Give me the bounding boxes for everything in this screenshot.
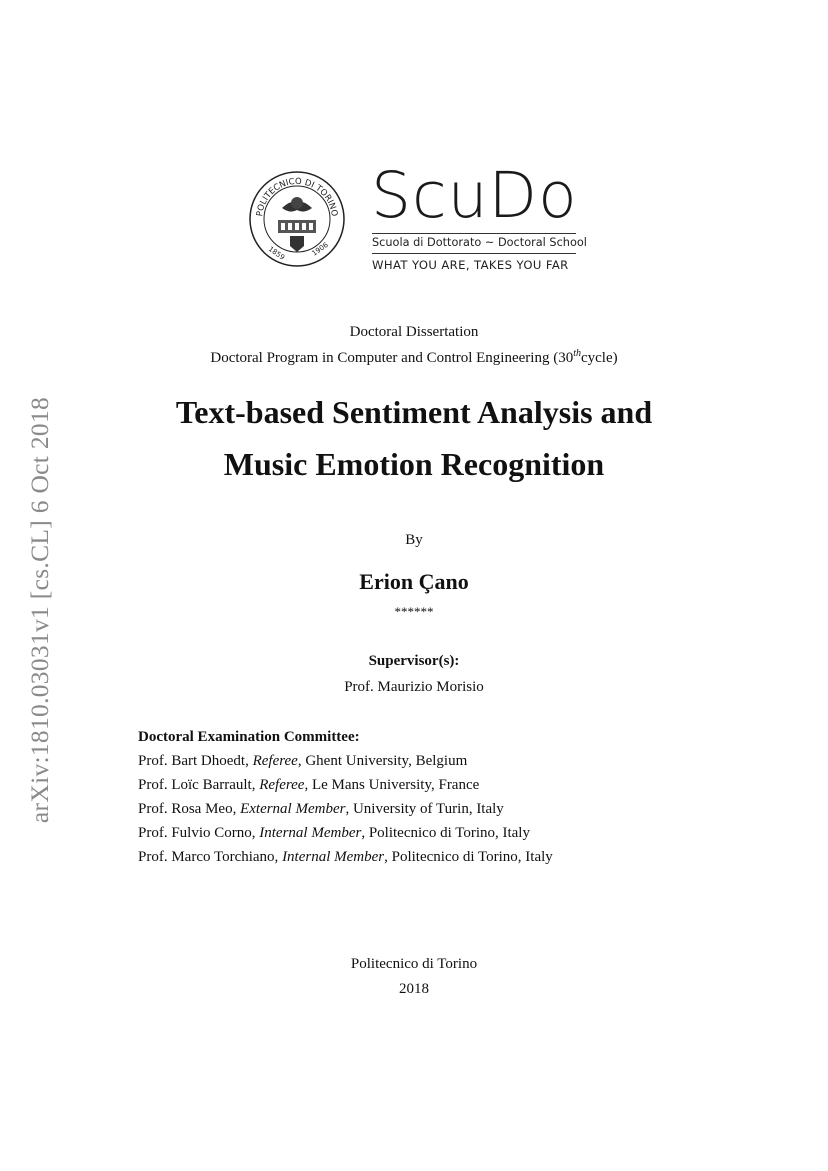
committee-heading: Doctoral Examination Committee:	[138, 729, 360, 745]
member-name: Prof. Marco Torchiano,	[138, 849, 283, 865]
member-name: Prof. Fulvio Corno,	[138, 825, 260, 841]
seal-year-left: 1859	[266, 245, 287, 262]
arxiv-id: arXiv:1810.03031v1 [cs.CL] 6 Oct 2018	[25, 396, 54, 824]
program-suffix: cycle)	[580, 350, 618, 366]
member-name: Prof. Rosa Meo,	[138, 801, 241, 817]
dissertation-type: Doctoral Dissertation	[349, 324, 479, 340]
committee-member	[138, 773, 553, 797]
member-role: Internal Member	[259, 825, 362, 841]
logo-divider-2	[372, 253, 576, 254]
member-affiliation: , Politecnico di Torino, Italy	[384, 849, 553, 865]
supervisor-name: Prof. Maurizio Morisio	[344, 679, 484, 695]
program-prefix: Doctoral Program in Computer and Control Engineering (30	[210, 350, 574, 366]
member-name: Prof. Bart Dhoedt,	[138, 753, 253, 769]
scudo-wordmark: ScuDo	[371, 159, 578, 232]
member-affiliation: , University of Turin, Italy	[345, 801, 504, 817]
member-affiliation: , Ghent University, Belgium	[297, 753, 468, 769]
separator-stars: ******	[394, 604, 434, 619]
member-name: Prof. Loïc Barrault,	[138, 777, 260, 793]
dissertation-title	[0, 386, 828, 490]
member-role: External Member	[240, 801, 346, 817]
member-affiliation: , Politecnico di Torino, Italy	[361, 825, 530, 841]
title-line-2: Music Emotion Recognition	[223, 446, 605, 482]
institution: Politecnico di Torino	[350, 956, 478, 972]
committee-member	[138, 821, 553, 845]
member-affiliation: , Le Mans University, France	[304, 777, 480, 793]
seal-year-right: 1906	[310, 240, 330, 258]
member-role: Referee	[252, 753, 298, 769]
committee-member	[138, 749, 553, 773]
program-line	[0, 348, 828, 367]
examination-committee	[138, 725, 553, 869]
seal-text: POLITECNICO DI TORINO	[255, 176, 339, 218]
member-role: Internal Member	[282, 849, 385, 865]
title-line-1: Text-based Sentiment Analysis and	[175, 394, 653, 430]
program-cycle-sup: th	[573, 348, 581, 359]
by-label: By	[405, 532, 423, 548]
scudo-tagline: WHAT YOU ARE, TAKES YOU FAR	[372, 258, 569, 272]
logo-divider	[372, 233, 576, 234]
year: 2018	[399, 981, 429, 997]
supervisor-label: Supervisor(s):	[368, 653, 460, 669]
member-role: Referee	[259, 777, 305, 793]
committee-member	[138, 845, 553, 869]
scudo-subtitle: Scuola di Dottorato ~ Doctoral School	[372, 236, 587, 249]
politecnico-seal-icon	[248, 170, 346, 268]
author-name: Erion Çano	[359, 569, 469, 594]
scudo-logo	[248, 159, 587, 274]
committee-member	[138, 797, 553, 821]
